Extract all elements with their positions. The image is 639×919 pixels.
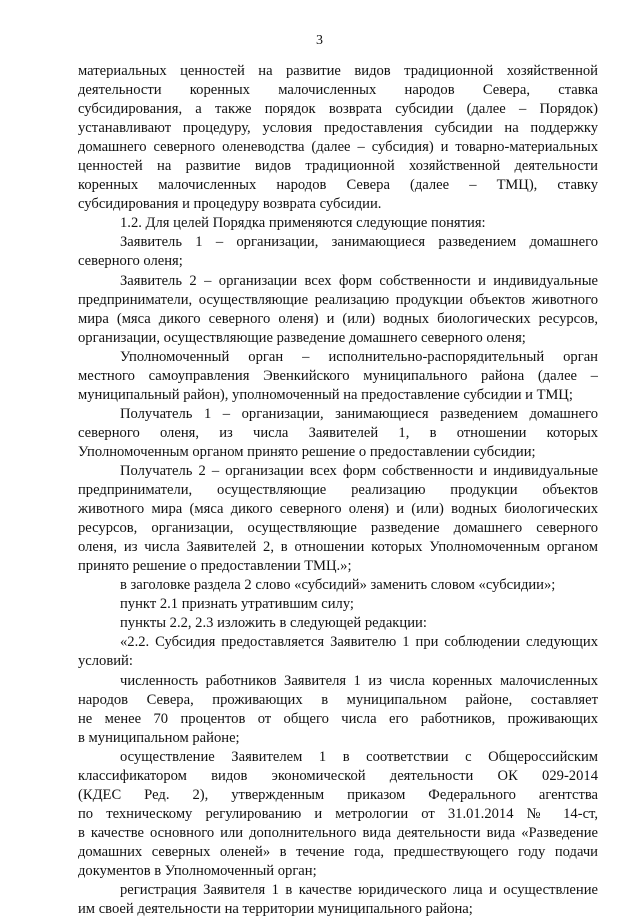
text-line: устанавливают процедуру, условия предоставления субсидии на поддержку [78, 120, 598, 137]
text-line: организации, осуществляющие разведение домашнего северного оленя; [78, 329, 526, 346]
text-line: деятельности коренных малочисленных народов Севера, ставка [78, 82, 598, 99]
text-line: по техническому регулированию и метрологии от 31.01.2014 № 14-ст, [78, 805, 598, 822]
text-line: материальных ценностей на развитие видов традиционной хозяйственной [78, 63, 598, 79]
text-line: регистрация Заявителя 1 в качестве юридического лица и осуществление [120, 882, 598, 899]
text-line: документов в Уполномоченный орган; [78, 862, 317, 879]
document-body [78, 62, 598, 919]
text-line: Получатель 1 – организации, занимающиеся разведением домашнего [120, 405, 598, 422]
text-line: северного оленя, из числа Заявителей 1, в отношении которых [78, 424, 598, 441]
text-line: в муниципальном районе; [78, 729, 240, 746]
text-line: осуществление Заявителем 1 в соответствии с Общероссийским [120, 748, 598, 765]
text-line: «2.2. Субсидия предоставляется Заявителю 1 при соблюдении следующих [120, 634, 598, 651]
text-line: численность работников Заявителя 1 из числа коренных малочисленных [120, 672, 598, 689]
text-line: предприниматели, осуществляющие реализацию продукции объектов [78, 482, 598, 499]
text-line: домашних северных оленей» в течение года, предшествующего году подачи [78, 843, 598, 860]
text-line: народов Севера, проживающих в муниципальном районе, составляет [78, 691, 598, 708]
text-line: не менее 70 процентов от общего числа его работников, проживающих [78, 710, 598, 727]
text-line: в заголовке раздела 2 слово «субсидий» заменить словом «субсидии»; [120, 577, 556, 594]
text-line: местного самоуправления Эвенкийского муниципального района (далее – [78, 367, 598, 384]
text-line: животного мира (мяса дикого северного оленя) и (или) водных биологических [78, 501, 598, 518]
text-line: (КДЕС Ред. 2), утвержденным приказом Федерального агентства [78, 786, 598, 803]
text-line: в качестве основного или дополнительного вида деятельности вида «Разведение [78, 824, 598, 841]
text-line: предприниматели, осуществляющие реализацию продукции объектов животного [78, 291, 598, 308]
text-line: им своей деятельности на территории муниципального района; [78, 901, 473, 918]
page-number: 3 [316, 33, 323, 48]
text-line: принято решение о предоставлении ТМЦ.»; [78, 558, 352, 575]
text-line: пункт 2.1 признать утратившим силу; [120, 596, 354, 613]
text-line: мира (мяса дикого северного оленя) и (или) водных биологических ресурсов, [78, 310, 598, 327]
text-line: субсидирования, а также порядок возврата субсидии (далее – Порядок) [78, 101, 598, 118]
text-line: ресурсов, организации, осуществляющие разведение домашнего северного [78, 520, 598, 537]
text-line: Уполномоченным органом принято решение о предоставлении субсидии; [78, 443, 536, 460]
text-line: коренных малочисленных народов Севера (далее – ТМЦ), ставку [78, 177, 598, 194]
text-line: оленя, из числа Заявителей 2, в отношении которых Уполномоченным органом [78, 539, 598, 556]
text-line: субсидирования и процедуру возврата субсидии. [78, 196, 382, 213]
text-line: северного оленя; [78, 253, 183, 270]
text-line: Заявитель 2 – организации всех форм собственности и индивидуальные [120, 272, 598, 289]
text-line: Уполномоченный орган – исполнительно-распорядительный орган [120, 348, 598, 365]
text-line: ценностей на развитие видов традиционной хозяйственной деятельности [78, 158, 598, 175]
text-line: классификатором видов экономической деятельности ОК 029-2014 [78, 767, 598, 784]
text-line: 1.2. Для целей Порядка применяются следующие понятия: [120, 215, 486, 232]
text-line: Получатель 2 – организации всех форм собственности и индивидуальные [120, 462, 598, 479]
text-line: домашнего северного оленеводства (далее – субсидия) и товарно-материальных [78, 139, 598, 156]
text-line: пункты 2.2, 2.3 изложить в следующей редакции: [120, 615, 427, 632]
text-line: Заявитель 1 – организации, занимающиеся разведением домашнего [120, 234, 598, 251]
text-line: муниципальный район), уполномоченный на предоставление субсидии и ТМЦ; [78, 386, 573, 403]
text-line: условий: [78, 653, 133, 670]
